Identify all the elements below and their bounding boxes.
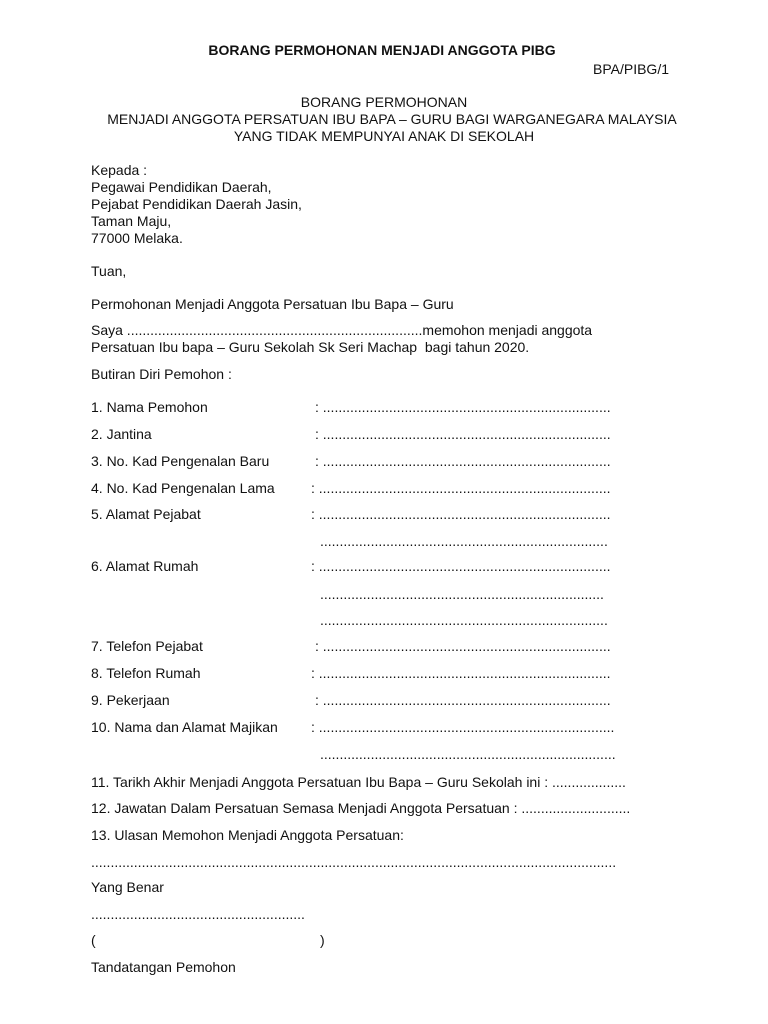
subtitle-line-3: YANG TIDAK MEMPUNYAI ANAK DI SEKOLAH: [233, 128, 535, 144]
letter-body-line: Saya ............................................................................memohon menjadi anggota: [91, 322, 593, 338]
field-value-employer-2: ............................................................................: [320, 746, 616, 762]
field-label-home-phone: 8. Telefon Rumah: [91, 665, 201, 681]
address-postcode: 77000 Melaka.: [91, 230, 183, 246]
field-membership-end-date: 11. Tarikh Akhir Menjadi Anggota Persatuan Ibu Bapa – Guru Sekolah ini : ...................: [91, 774, 626, 790]
form-code: BPA/PIBG/1: [593, 61, 669, 77]
field-label-gender: 2. Jantina: [91, 426, 152, 442]
field-value-gender: : ..........................................................................: [315, 426, 611, 442]
address-line: Pejabat Pendidikan Daerah Jasin,: [91, 196, 302, 212]
field-label-name: 1. Nama Pemohon: [91, 399, 208, 415]
field-remarks-label: 13. Ulasan Memohon Menjadi Anggota Persatuan:: [91, 827, 404, 843]
field-value-employer: : ............................................................................: [311, 719, 615, 735]
signature-line: .......................................................: [91, 906, 305, 922]
field-label-new-ic: 3. No. Kad Pengenalan Baru: [91, 453, 270, 469]
field-value-office-phone: : ..........................................................................: [315, 638, 611, 654]
field-value-home-phone: : ...........................................................................: [311, 665, 611, 681]
field-position: 12. Jawatan Dalam Persatuan Semasa Menjadi Anggota Persatuan : ............................: [91, 800, 631, 816]
field-value-home-address-2: .........................................................................: [320, 586, 604, 602]
details-heading: Butiran Diri Pemohon :: [91, 366, 232, 382]
signature-label: Tandatangan Pemohon: [91, 959, 236, 975]
field-label-old-ic: 4. No. Kad Pengenalan Lama: [91, 480, 275, 496]
address-to: Kepada :: [91, 162, 148, 178]
field-label-home-address: 6. Alamat Rumah: [91, 558, 199, 574]
letter-body-line: Persatuan Ibu bapa – Guru Sekolah Sk Seri Machap bagi tahun 2020.: [91, 339, 530, 355]
field-value-office-address: : ...........................................................................: [311, 506, 611, 522]
name-close-paren: ): [320, 932, 325, 948]
subtitle-line-2: MENJADI ANGGOTA PERSATUAN IBU BAPA – GURU BAGI WARGANEGARA MALAYSIA: [107, 111, 677, 127]
field-label-office-address: 5. Alamat Pejabat: [91, 506, 201, 522]
field-value-home-address: : ...........................................................................: [311, 558, 611, 574]
address-line: Taman Maju,: [91, 213, 172, 229]
field-value-old-ic: : ...........................................................................: [311, 480, 611, 496]
field-value-new-ic: : ..........................................................................: [315, 453, 611, 469]
field-label-occupation: 9. Pekerjaan: [91, 692, 170, 708]
address-line: Pegawai Pendidikan Daerah,: [91, 179, 272, 195]
field-value-occupation: : ..........................................................................: [315, 692, 611, 708]
closing: Yang Benar: [91, 879, 164, 895]
letter-subject: Permohonan Menjadi Anggota Persatuan Ibu Bapa – Guru: [91, 296, 454, 312]
salutation: Tuan,: [91, 263, 127, 279]
field-label-office-phone: 7. Telefon Pejabat: [91, 638, 203, 654]
field-value-office-address-2: ..........................................................................: [320, 533, 608, 549]
field-remarks-line: .......................................................................................................................................: [91, 854, 617, 870]
form-title: BORANG PERMOHONAN MENJADI ANGGOTA PIBG: [208, 42, 556, 58]
field-value-name: : ..........................................................................: [315, 399, 611, 415]
field-label-employer: 10. Nama dan Alamat Majikan: [91, 719, 278, 735]
field-value-home-address-3: ..........................................................................: [320, 612, 608, 628]
name-open-paren: (: [91, 932, 96, 948]
subtitle-line-1: BORANG PERMOHONAN: [300, 94, 468, 110]
